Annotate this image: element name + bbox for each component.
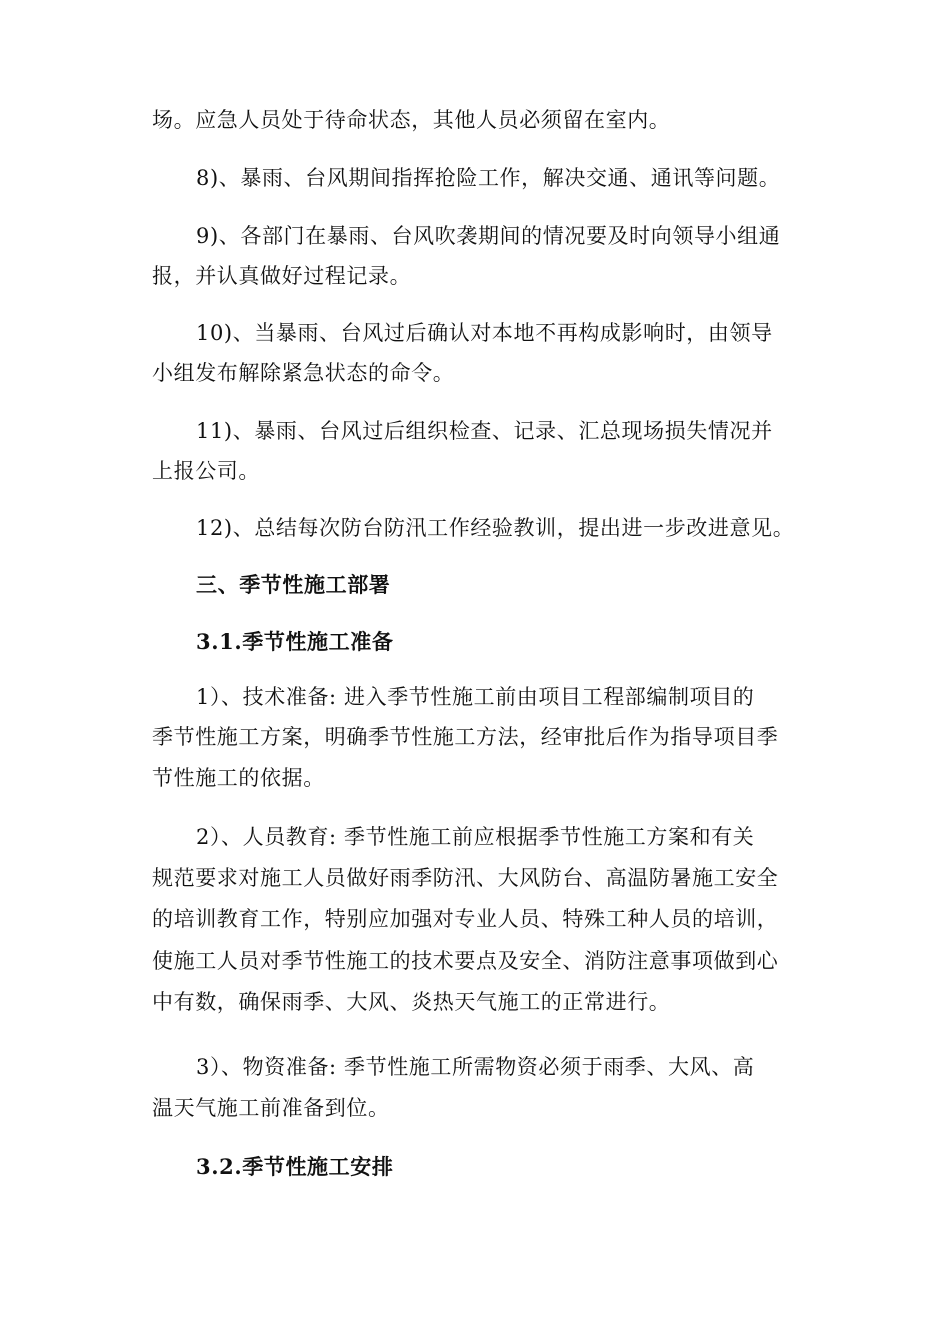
paragraph-item-12: 12)、总结每次防台防汛工作经验教训，提出进一步改进意见。 [196, 516, 795, 540]
item-3-line-2: 温天气施工前准备到位。 [152, 1096, 390, 1120]
item-2-line-2: 规范要求对施工人员做好雨季防汛、大风防台、高温防暑施工安全 [152, 866, 779, 890]
section-heading-3: 三、季节性施工部署 [196, 572, 391, 597]
paragraph-item-9-line-1: 9)、各部门在暴雨、台风吹袭期间的情况要及时向领导小组通 [196, 224, 781, 248]
item-3-line-1: 3）、物资准备: 季节性施工所需物资必须于雨季、大风、高 [196, 1055, 755, 1079]
paragraph-continuation: 场。应急人员处于待命状态，其他人员必须留在室内。 [152, 108, 671, 132]
item-1-line-2: 季节性施工方案，明确季节性施工方法，经审批后作为指导项目季 [152, 725, 779, 749]
paragraph-item-9-line-2: 报，并认真做好过程记录。 [152, 264, 412, 288]
paragraph-item-11-line-2: 上报公司。 [152, 459, 260, 483]
paragraph-item-8: 8)、暴雨、台风期间指挥抢险工作，解决交通、通讯等问题。 [196, 166, 781, 190]
paragraph-item-10-line-1: 10)、当暴雨、台风过后确认对本地不再构成影响时，由领导 [196, 321, 773, 345]
item-2-line-3: 的培训教育工作，特别应加强对专业人员、特殊工种人员的培训， [152, 907, 779, 931]
item-2-line-1: 2）、人员教育: 季节性施工前应根据季节性施工方案和有关 [196, 825, 755, 849]
item-1-line-3: 节性施工的依据。 [152, 766, 325, 790]
paragraph-item-10-line-2: 小组发布解除紧急状态的命令。 [152, 361, 455, 385]
paragraph-item-11-line-1: 11)、暴雨、台风过后组织检查、记录、汇总现场损失情况并 [196, 419, 773, 443]
subsection-heading-3-2: 3.2.季节性施工安排 [196, 1154, 394, 1179]
item-2-line-5: 中有数，确保雨季、大风、炎热天气施工的正常进行。 [152, 990, 671, 1014]
subsection-heading-3-1: 3.1.季节性施工准备 [196, 629, 394, 654]
item-1-line-1: 1）、技术准备: 进入季节性施工前由项目工程部编制项目的 [196, 685, 755, 709]
item-2-line-4: 使施工人员对季节性施工的技术要点及安全、消防注意事项做到心 [152, 949, 779, 973]
